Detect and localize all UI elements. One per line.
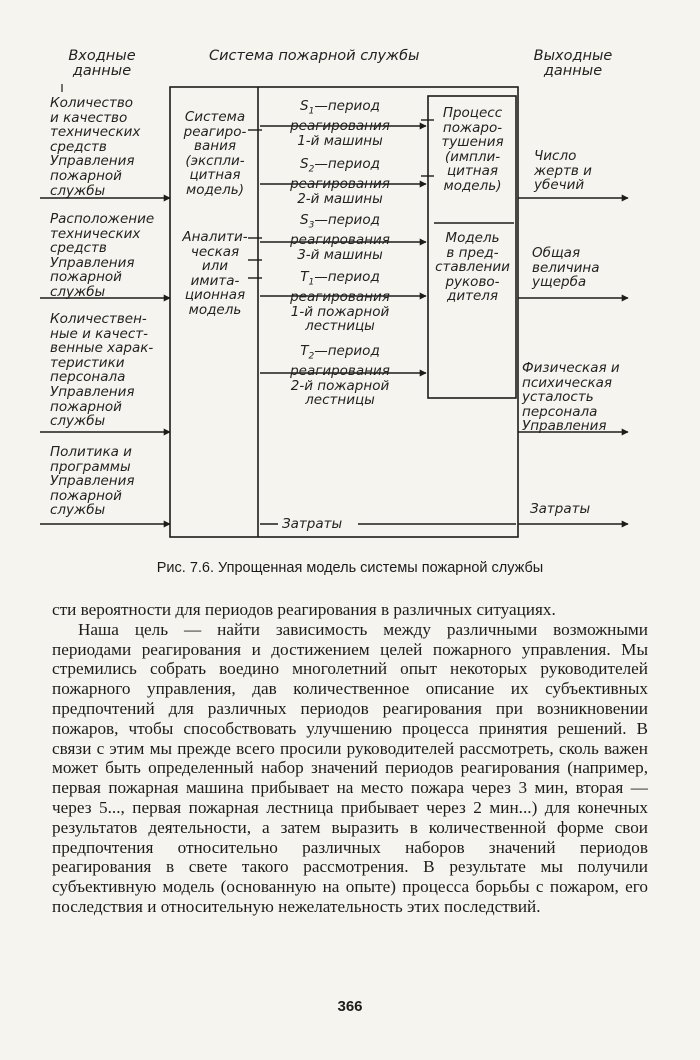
output-label-3: Физическая и психическая усталость персонала Управления xyxy=(522,360,620,435)
period-s1: $S_1—период$ реагирования 1-й машины xyxy=(290,98,390,149)
paragraph-2: Наша цель — найти зависимость между различными возможными периодами реагирования и достижением целей пожарного управления. Мы стремились собрать воедино многолетний опыт некоторых руководителей пожарного управления, дав количественное описание их субъективных предпочтений для различных периодов реагирования при возникновении пожаров, чтобы способствовать улучшению процесса принятия решений. В связи с этим мы прежде всего просили руководителей рассмотреть, сколь важен может быть определенный набор значений периодов реагирования (например, первая пожарная машина прибывает на место пожара через 3 мин, вторая — через 5..., первая пожарная лестница прибывает через 2 мин...) для конечных результатов деятельности, а затем выразить в количественной форме свои предпочтения относительно различных наборов значений периодов реагирования в свете такого рассмотрения. В результате мы получили субъективную модель (основанную на опыте) процесса борьбы с пожаром, его последствия и относительную нежелательность этих последствий. xyxy=(52,619,648,916)
figure-caption: Рис. 7.6. Упрощенная модель системы пожарной службы xyxy=(156,560,544,576)
response-system-label: Система реагиро- вания (экспли- цитная модель) xyxy=(183,109,247,198)
process-label: Процесс пожаро- тушения (импли- цитная модель) xyxy=(441,105,504,194)
outputs-header: Выходные данные xyxy=(533,48,613,79)
inputs-header: Входные данные xyxy=(68,48,136,79)
period-t2: $T_2—период$ реагирования 2-й пожарной лестницы xyxy=(290,343,390,409)
paragraph-1: сти вероятности для периодов реагирования в различных ситуациях. xyxy=(52,600,556,619)
period-t1: $T_1—период$ реагирования 1-й пожарной лестницы xyxy=(290,269,390,335)
output-label-1: Число жертв и убечий xyxy=(534,148,592,194)
costs-inner-label: Затраты xyxy=(282,516,343,532)
period-s3: $S_3—период$ реагирования 3-й машины xyxy=(290,212,390,263)
costs-output-label: Затраты xyxy=(530,501,591,517)
output-label-2: Общая величина ущерба xyxy=(532,245,600,291)
input-label-2: Расположение технических средств Управления пожарной службы xyxy=(50,211,155,300)
manager-model-label: Модель в пред- ставлении руково- дителя xyxy=(435,230,510,305)
period-s2: $S_2—период$ реагирования 2-й машины xyxy=(290,156,390,207)
analytic-model-label: Аналити- ческая или имита- ционная модель xyxy=(182,229,248,318)
input-label-1: Количество и качество технических средств Управления пожарной службы xyxy=(50,95,141,199)
input-label-3: Количествен- ные и качест- венные харак- теристики персонала Управления пожарной службы xyxy=(50,311,154,430)
body-text xyxy=(52,600,648,917)
input-label-4: Политика и программы Управления пожарной службы xyxy=(50,444,135,519)
system-header: Система пожарной службы xyxy=(209,48,420,64)
page-number: 366 xyxy=(337,998,363,1015)
